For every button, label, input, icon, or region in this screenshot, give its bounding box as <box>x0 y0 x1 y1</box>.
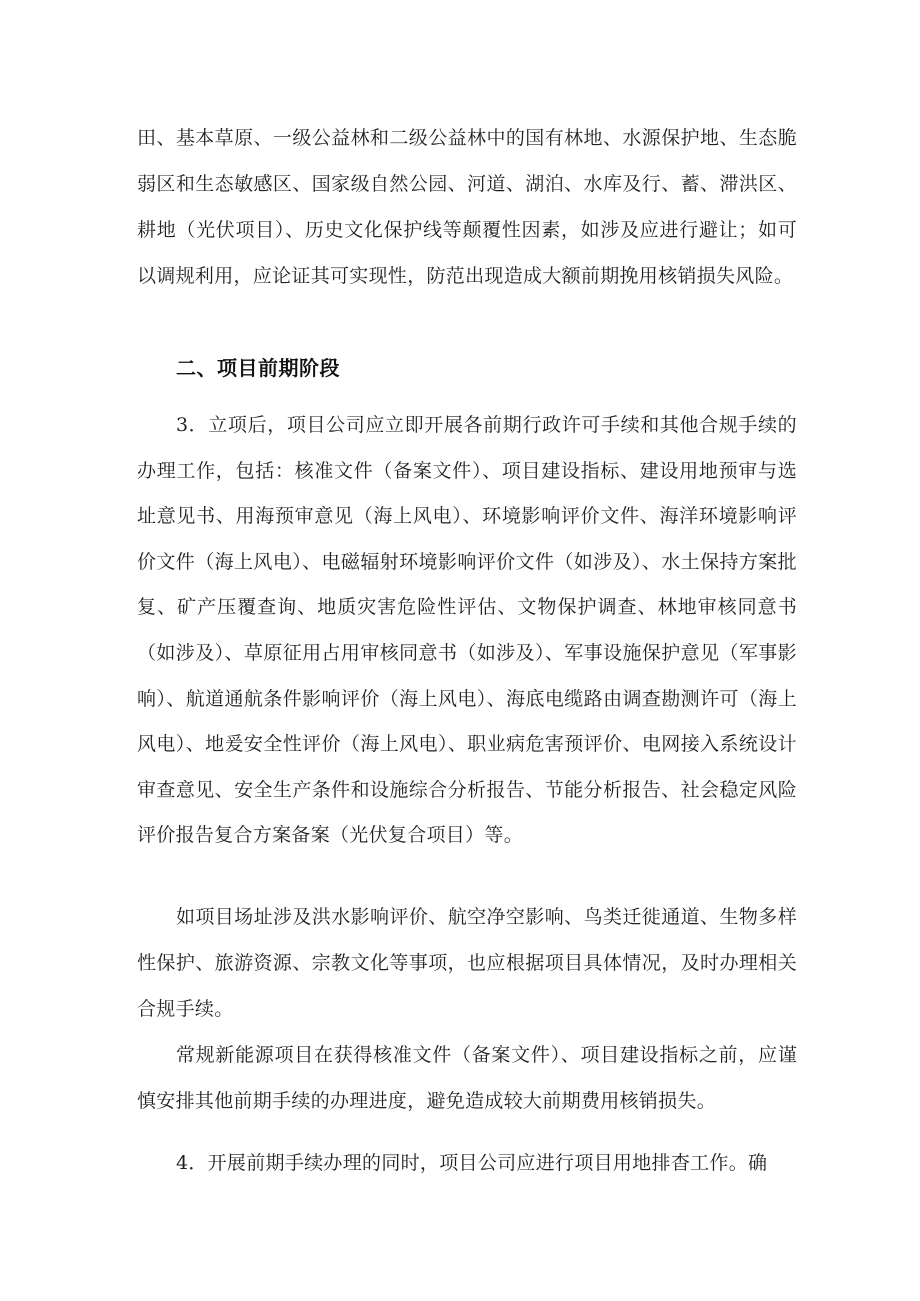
paragraph-item-4 <box>137 1140 797 1186</box>
paragraph-scheduling-note-text: 常规新能源项目在获得核准文件（备案文件）、项目建设指标之前，应谨慎安排其他前期手续的办理进度，避免造成较大前期费用核销损失。 <box>137 1044 797 1112</box>
paragraph-compliance-note <box>137 894 797 1032</box>
section-heading: 二、项目前期阶段 <box>176 356 340 380</box>
paragraph-item-3 <box>137 403 797 859</box>
paragraph-item-3-text: 3．立项后，项目公司应立即开展各前期行政许可手续和其他合规手续的办理工作，包括：核准文件（备案文件）、项目建设指标、建设用地预审与选址意见书、用海预审意见（海上风电）、环境影响评价文件、海洋环境影响评价文件（海上风电）、电磁辐射环境影响评价文件（如涉及）、水土保持方案批复、矿产压覆查询、地质灾害危险性评估、文物保护调查、林地审核同意书（如涉及）、草原征用占用审核同意书（如涉及）、军事设施保护意见（军事影响）、航道通航条件影响评价（海上风电）、海底电缆路由调查勘测许可（海上风电）、地爰安全性评价（海上风电）、职业病危害预评价、电网接入系统设计审查意见、安全生产条件和设施综合分析报告、节能分析报告、社会稳定风险评价报告复合方案备案（光伏复合项目）等。 <box>137 414 797 847</box>
paragraph-item-4-text: 4．开展前期手续办理的同时，项目公司应进行项目用地排杳工作。确 <box>175 1152 768 1174</box>
paragraph-compliance-note-text: 如项目场址涉及洪水影响评价、航空净空影响、鸟类迁徙通道、生物多样性保护、旅游资源、宗教文化等事项，也应根据项目具体情况，及时办理相关合规手续。 <box>137 906 797 1020</box>
paragraph-continued <box>137 115 797 299</box>
paragraph-scheduling-note <box>137 1032 797 1124</box>
paragraph-continued-text: 田、基本草原、一级公益林和二级公益林中的国有林地、水源保护地、生态脆弱区和生态敏感区、国家级自然公园、河道、湖泊、水库及行、蓄、滞洪区、耕地（光伏项目）、历史文化保护线等颠覆性因素，如涉及应进行避让；如可以调规利用，应论证其可实现性，防范出现造成大额前期挽用核销损失风险。 <box>137 127 797 287</box>
